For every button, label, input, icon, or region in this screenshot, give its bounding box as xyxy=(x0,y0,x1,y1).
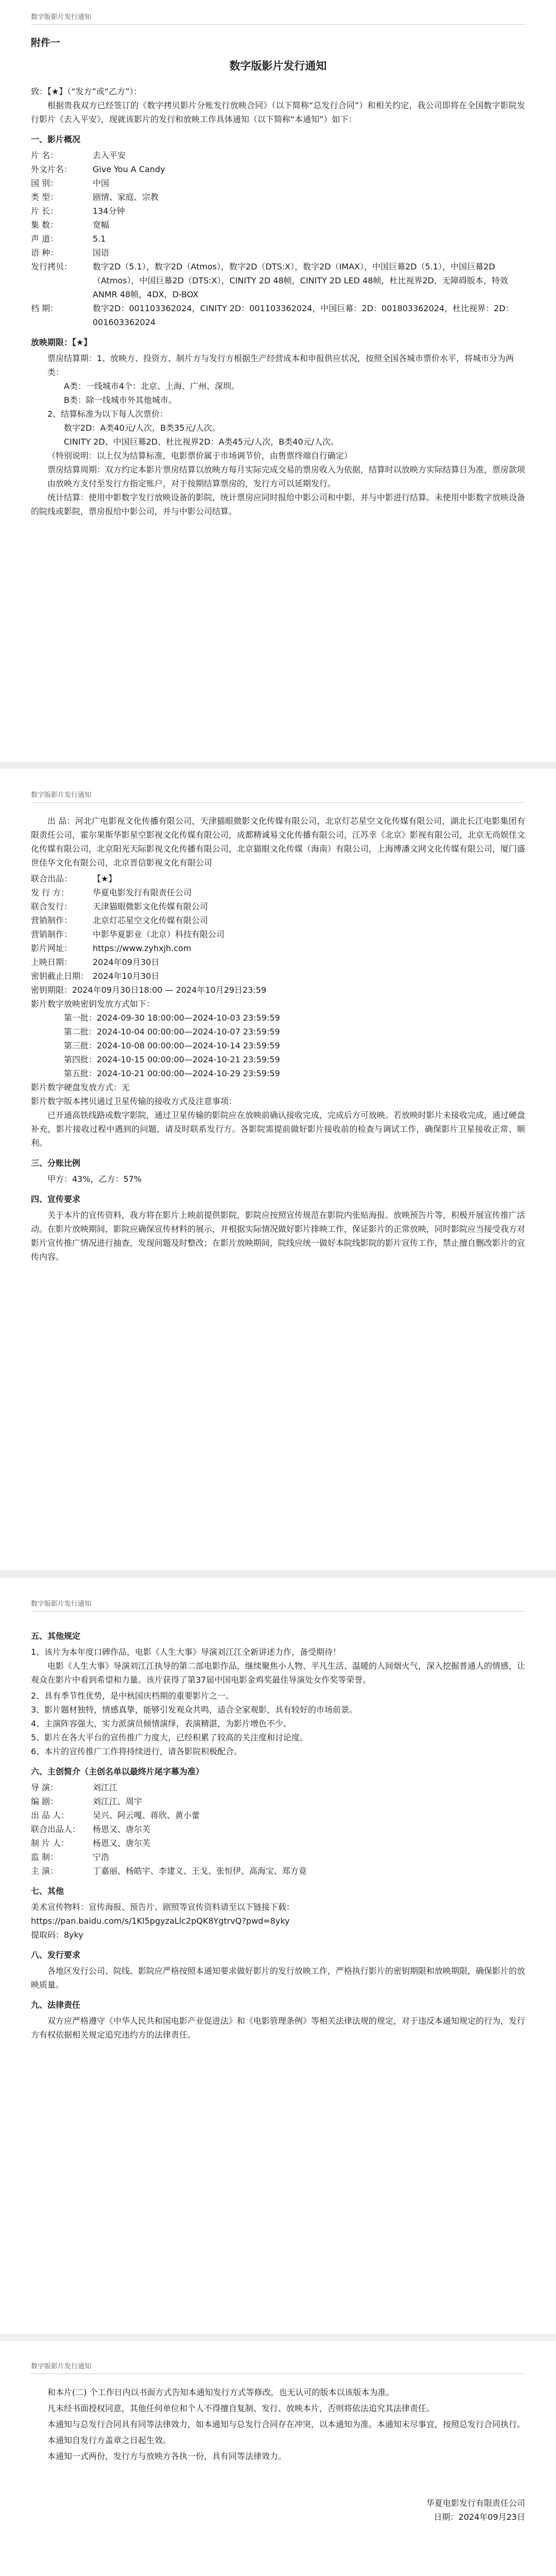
info-row: 联合出品： 【★】 xyxy=(31,874,117,884)
section-heading: 五、其他规定 xyxy=(31,1631,81,1641)
terms-line: 2、结算标准为以下每人次票价： xyxy=(47,409,168,419)
page-separator xyxy=(0,2334,556,2341)
credit-row: 导 演： 刘江江 xyxy=(31,1783,118,1792)
list-item: 4、主演阵容强大，实力派演员倾情演绎，表演精湛，为影片增色不少。 xyxy=(31,1719,292,1728)
credit-row: 制 片 人： 杨恩又、唐尔芙 xyxy=(31,1838,151,1848)
info-row: 声 道： 5.1 xyxy=(31,234,106,244)
clause-paragraph: 凡未经书面授权同意，其他任何单位和个人不得擅自复制、发行、放映本片，否则将依法追究其法律责任。 xyxy=(47,2403,435,2413)
download-link[interactable]: https://pan.baidu.com/s/1Kl5pgyzaLlc2pQK8YgtrvQ?pwd=8yky xyxy=(31,1916,290,1926)
satellite-paragraph: 已开通高铁线路或数字影院，通过卫星传输的影院应在放映前确认接收完成，完成后方可放映。若放映时影片未接收完成，通过硬盘补充，影片接收过程中遇到的问题，请及时联系发行方。各影院需提前做好影片接收前的检查与调试工作，确保影片卫星接收正常、顺利。 xyxy=(31,1110,526,1148)
terms-line: （特别说明：以上仅为结算标准，电影票价属于市场调节价，由售票终端自行确定） xyxy=(47,451,353,461)
list-item: 5、影片在各大平台的宣传推广力度大，已经积累了较高的关注度和讨论度。 xyxy=(31,1733,308,1742)
law-paragraph: 双方应严格遵守《中华人民共和国电影产业促进法》和《电影管理条例》等相关法律法规的规定，对于违反本通知规定的行为，发行方有权依据相关规定追究违约方的法律责任。 xyxy=(31,2016,526,2040)
signature-company: 华夏电影发行有限责任公司 xyxy=(426,2498,525,2508)
section-heading: 一、影片概况 xyxy=(31,134,81,144)
info-row: 片 长： 134分钟 xyxy=(31,206,125,216)
page-content xyxy=(31,36,525,520)
download-note: 美术宣传物料：宣传海报、预告片、剧照等宣传资料请至以下链接下载： xyxy=(31,1902,295,1912)
list-item: 3、影片题材独特，情感真挚，能够引发观众共鸣，适合全家观影，具有较好的市场前景。 xyxy=(31,1705,358,1715)
info-row: 发行拷贝： 数字2D（5.1），数字2D（Atmos），数字2D（DTS:X），数字2D（IMAX），中国巨幕2D（5.1），中国巨幕2D（Atmos），中国巨幕2D（DTS:X），CINITY 2D 48帧，CINITY 2D LED 48帧，杜比视界2D，无障碍版本，特效ANMR 48帧，4DX，D-BOX xyxy=(31,262,508,299)
share-ratio: 甲方：43%，乙方：57% xyxy=(47,1174,142,1184)
website-link[interactable]: https://www.zyhxjh.com xyxy=(93,943,192,953)
clause-paragraph: 本通知一式两份，发行方与放映方各执一份，具有同等法律效力。 xyxy=(47,2451,287,2461)
section-heading: 三、分账比例 xyxy=(31,1158,81,1168)
page-2 xyxy=(0,778,556,1535)
credit-row: 主 演： 丁嘉丽、杨皓宇、李建义、王戈、张恒伊、高海宝、郑方竟 xyxy=(31,1866,307,1876)
promo-paragraph: 关于本片的宣传资料，我方将在影片上映前提供影院，影院应按照宣传规范在影院内张贴海报、放映预告片等，积极开展宣传推广活动。在影片放映期间，影院应确保宣传材料的展示，并根据实际情况做好影片排映工作，保证影片的正常放映，同时影院应当接受我方对影片宣传推广情况进行抽查，发现问题及时整改；在影片放映期间，院线应统一做好本院线影院的影片宣传工作，禁止擅自删改影片的宣传内容。 xyxy=(31,1210,526,1262)
document-title: 数字版影片发行通知 xyxy=(229,60,327,72)
info-row: 集 数： 宽幅 xyxy=(31,220,110,230)
intro-paragraph: 根据贵我双方已经签订的《数字拷贝影片分账发行放映合同》（以下简称“总发行合同”）和相关约定，我公司即将在全国数字影院发行影片《去入平安》，现就该影片的发行和放映工作具体通知（以下简称“本通知”）如下： xyxy=(31,100,525,124)
info-row: 语 种： 国语 xyxy=(31,248,110,258)
key-batch: 第一批：2024-09-30 18:00:00—2024-10-03 23:59:59 xyxy=(64,1013,280,1023)
section-heading: 七、其他 xyxy=(31,1886,64,1896)
section-heading: 八、发行要求 xyxy=(31,1950,81,1960)
page-content xyxy=(31,814,525,1266)
terms-line: 票房结算周期：双方约定本影片票房结算以放映方每月实际完成交易的票房收入为依据，结算时以放映方实际结算日为准，票房款项由放映方支付至发行方指定账户，对于按期结算票房的，发行方可以延期发行。 xyxy=(47,465,526,488)
key-batch: 第二批：2024-10-04 00:00:00—2024-10-07 23:59:59 xyxy=(64,1027,280,1037)
page-header: 数字版影片发行通知 xyxy=(31,1598,525,1612)
page-header: 数字版影片发行通知 xyxy=(31,789,525,803)
page-1 xyxy=(0,0,556,757)
section-heading: 九、法律责任 xyxy=(31,2000,81,2010)
key-period: 密钥期限：2024年09月30日18:00 — 2024年10月29日23:59 xyxy=(31,985,267,995)
section-heading: 六、主创简介（主创名单以最终片尾字幕为准） xyxy=(31,1767,204,1776)
page-content xyxy=(31,2385,525,2524)
list-item: 2、具有季节性优势，是中秋国庆档期的重要影片之一。 xyxy=(31,1691,234,1701)
extract-code: 提取码：8yky xyxy=(31,1930,83,1940)
credit-row: 联合出品人： 杨恩又、唐尔芙 xyxy=(31,1824,151,1834)
signature-date: 日期：2024年09月23日 xyxy=(433,2512,525,2522)
info-row: 类 型： 剧情、家庭、宗教 xyxy=(31,192,159,202)
info-row: 上映日期： 2024年09月30日 xyxy=(31,957,160,967)
key-batches-heading: 影片数字放映密钥发放方式如下： xyxy=(31,999,155,1009)
terms-line: 票房结算期：1、放映方、投资方、制片方与发行方根据生产经营成本和申报供应状况，按照全国各城市票价水平，将城市分为两类： xyxy=(47,353,514,377)
info-row: 密钥截止日期： 2024年10月30日 xyxy=(31,971,160,981)
list-item: 电影《人生大事》导演刘江江执导的第二部电影作品，继续聚焦小人物、平凡生活、温暖的人间烟火气，深入挖掘普通人的情感，让观众在影片中看到希望和力量。该片获得了第37届中国电影金鸡奖最佳导演处女作奖等荣誉。 xyxy=(31,1661,526,1685)
info-row: 发 行 方： 华夏电影发行有限责任公司 xyxy=(31,888,192,897)
page-3 xyxy=(0,1587,556,2344)
page-header: 数字版影片发行通知 xyxy=(31,2361,525,2374)
key-batch: 第三批：2024-10-08 00:00:00—2024-10-14 23:59:59 xyxy=(64,1041,280,1050)
page-header: 数字版影片发行通知 xyxy=(31,11,525,25)
clause-paragraph: 本通知自发行方盖章之日起生效。 xyxy=(47,2435,171,2445)
terms-line: B类：除一线城市外其他城市。 xyxy=(64,395,177,405)
credit-row: 监 制： 宁浩 xyxy=(31,1852,110,1862)
annex-label: 附件一 xyxy=(31,37,61,48)
info-row: 外文片名： Give You A Candy xyxy=(31,164,165,174)
producers-paragraph: 出 品：河北广电影视文化传播有限公司，天津猫眼微影文化传媒有限公司，北京灯芯星空文化传媒有限公司，湖北长江电影集团有限责任公司，霍尔果斯华影星空影视文化传媒有限公司，成都精诚易文化传播有限公司，江苏幸《北京》影视有限公司，北京无尚娱佳文化传媒有限公司，北京阳光天际影视文化传播有限公司，北京猫眼文化传媒（海南）有限公司，上海博潘文网文化传媒有限公司，厦门盛世佳华文化有限公司，北京晋信影视文化有限公司 xyxy=(31,816,526,868)
requirements-paragraph: 各地区发行公司、院线、影院应严格按照本通知要求做好影片的发行放映工作，严格执行影片的密钥期限和放映期限，确保影片的放映质量。 xyxy=(31,1966,526,1990)
info-row: 档 期： 数字2D：001103362024，CINITY 2D：001103362024，中国巨幕：2D：001803362024，杜比视界：2D：001603362024 xyxy=(31,303,514,327)
info-row: 营销制作： 中影华夏影业（北京）科技有限公司 xyxy=(31,929,225,939)
website-row: 影片网址： https://www.zyhxjh.com xyxy=(31,941,525,955)
info-row: 联合发行： 天津猫眼微影文化传媒有限公司 xyxy=(31,902,208,911)
page-4 xyxy=(0,2349,556,2576)
info-row: 国 别： 中国 xyxy=(31,178,110,188)
key-batch: 第四批：2024-10-15 00:00:00—2024-10-21 23:59:59 xyxy=(64,1055,280,1064)
satellite-heading: 影片数字版本拷贝通过卫星传输的接收方式及注意事项： xyxy=(31,1096,237,1106)
terms-heading: 放映期限：【★】 xyxy=(31,337,92,347)
key-batch: 第五批：2024-10-21 00:00:00—2024-10-29 23:59:59 xyxy=(64,1069,280,1078)
settlement-paragraph: 统计结算：使用中影数字发行放映设备的影院，统计票房应同时报给中影公司和中影，并与中影进行结算。未使用中影数字放映设备的院线或影院，票房报给中影公司，并与中影公司结算。 xyxy=(31,493,526,516)
page-separator xyxy=(0,1570,556,1578)
section-heading: 四、宣传要求 xyxy=(31,1194,81,1204)
credit-row: 编 剧： 刘江江、周宇 xyxy=(31,1797,143,1806)
terms-line: A类：一线城市4个：北京、上海、广州、深圳。 xyxy=(64,381,240,391)
info-row: 营销制作： 北京灯芯星空文化传媒有限公司 xyxy=(31,916,208,925)
credit-row: 出 品 人： 吴兴、阿云嘎、蒋欣、黄小蕾 xyxy=(31,1810,200,1820)
clause-paragraph: 和本片(二) 个工作日内以书面方式告知本通知发行方式等修改，也无认可的版本以该版本为准。 xyxy=(47,2387,394,2397)
list-item: 6、本片的宣传推广工作将持续进行，请各影院积极配合。 xyxy=(31,1747,242,1756)
page-content xyxy=(31,1623,525,2044)
addressee: 致：【★】（“发方”或“乙方”）： xyxy=(31,87,142,96)
terms-line: 数字2D：A类40元/人次，B类35元/人次。 xyxy=(64,423,220,433)
page-separator xyxy=(0,761,556,769)
list-item: 1、该片为本年度口碑作品，电影《人生大事》导演刘江江全新讲述力作，备受期待！ xyxy=(31,1647,341,1657)
clause-paragraph: 本通知与总发行合同具有同等法律效力，如本通知与总发行合同存在冲突，以本通知为准。本通知未尽事宜，按照总发行合同执行。 xyxy=(47,2419,526,2429)
terms-line: CINITY 2D、中国巨幕2D、杜比视界2D：A类45元/人次，B类40元/人次。 xyxy=(64,437,339,447)
info-row: 片 名： 去入平安 xyxy=(31,150,126,160)
hard-drive-note: 影片数字硬盘发放方式：无 xyxy=(31,1082,130,1092)
